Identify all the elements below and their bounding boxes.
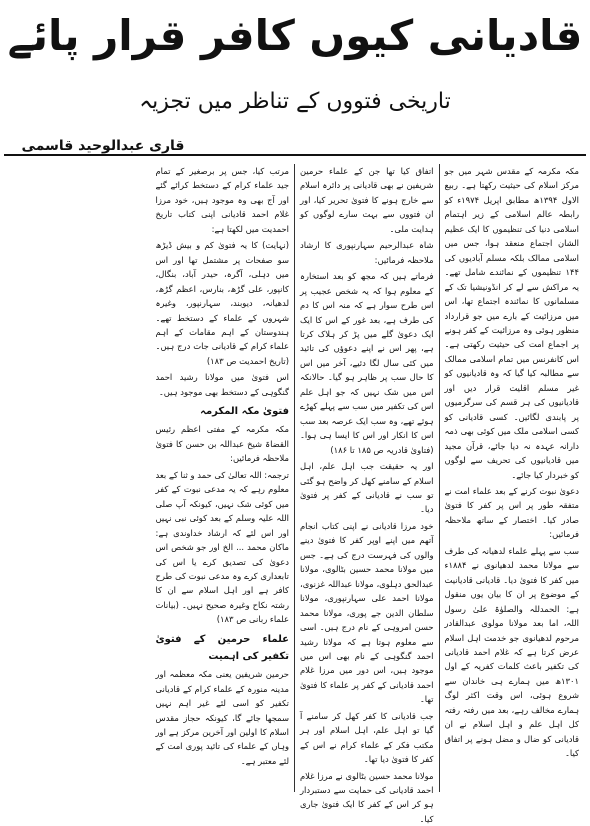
column-2-paragraph: اور یہ حقیقت جب اہل علم، اہل اسلام کے سامنے کھل کر واضح ہو گئی تو سب نے قادیانی کے کفر پر فتویٰ دیا۔ (300, 461, 434, 515)
section-heading-makkah-fatwa: فتویٰ مکہ المکرمہ (200, 406, 289, 418)
column-1 (440, 164, 585, 792)
column-3-paragraph: (نہایت) کا یہ فتویٰ کم و بیش ڈیڑھ سو صفحات پر مشتمل تھا اور اس میں دہلی، آگرہ، حیدر آباد، بنگال، کانپور، علی گڑھ، بنارس، اعظم گڑھ، لدھیانہ، دیوبند، سہارنپور، وغیرہ شہروں کے علماء کے دستخط تھے۔ ہندوستان کے اہم مقامات کے اہم علماء کرام کے قادیانی جات درج ہیں۔ (تاریخ احمدیت ص ۱۸۳) (155, 240, 289, 366)
column-3-paragraph: اس فتویٰ میں مولانا رشید احمد گنگوہی کے دستخط بھی موجود ہیں۔ (155, 372, 289, 397)
column-3-paragraph: حرمین شریفین یعنی مکہ معظمہ اور مدینہ منورہ کے علماء کرام کے قادیانی تکفیر کو اسی لئے غیر اہم نہیں سمجھا جائے گا، کیونکہ حجاز مقدس اسلام کا اولین اور آخرین مرکز ہے اور وہاں کے علماء کی تائید پوری امت کے لئے معتبر ہے۔ (155, 669, 289, 766)
column-3-paragraph: ترجمہ: اللہ تعالیٰ کی حمد و ثنا کے بعد معلوم رہے کہ یہ مدعی نبوت کے کفر میں کوئی شک نہیں، کیونکہ آپ صلی اللہ علیہ وسلم کے بعد کوئی نبی نہیں اور اس لئے کہ ارشاد خداوندی ہے: ماکان محمد ... الخ اور جو شخص اس دعویٰ کی تصدیق کرے یا اس کی تابعداری کرے وہ مدعی نبوت کی طرح کافر ہے اور اہل اسلام سے ان کا رشتہ نکاح وغیرہ صحیح نہیں۔ (بیانات علماء ربانی ص ۱۸۳) (155, 469, 289, 625)
column-2-paragraph: مولانا محمد حسین بٹالوی نے مرزا غلام احمد قادیانی کی حمایت سے دستبردار ہو کر اس کے کفر کا ایک فتویٰ جاری کیا۔ (300, 770, 434, 824)
article-subheadline: تاریخی فتووں کے تناظر میں تجزیہ (139, 89, 451, 114)
column-2-paragraph: خود مرزا قادیانی نے اپنی کتاب انجام آتھم میں اپنے اوپر کفر کا فتویٰ دینے والوں کی فہرست درج کی ہے۔ جس میں مولانا محمد حسین بٹالوی، مولانا عبدالحق دہلوی، مولانا عبداللہ غزنوی، مولانا احمد علی سہارنپوری، مولانا سلطان الدین جے پوری، مولانا محمد حسن امروہی کے نام درج ہیں۔ اسی سے معلوم ہوتا ہے کہ مولانا رشید احمد گنگوہی کے نام بھی اس میں موجود ہیں، اس دور میں مرزا غلام احمد قادیانی کے کفر پر علماء کا فتویٰ تھا۔ (300, 520, 434, 705)
article-headline: قادیانی کیوں کافر قرار پائے (7, 11, 583, 60)
column-2-paragraph: شاہ عبدالرحیم سہارنپوری کا ارشاد ملاحظہ فرمائیں: (300, 240, 434, 265)
column-2-paragraph: فرماتے ہیں کہ مجھ کو بعد استخارہ کے معلوم ہوا کہ یہ شخص عجیب پر اس طرح سوار ہے کہ منہ اس کا دم کی طرف ہے، بعد غور کے اس کا ایک ایک دعویٰ گلے میں پڑ کر ہلاک کرتا ہے، پھر اس نے اپنے دعوؤں کی تائید میں کئی سال لگا دئیے، آخر میں اس کا حال سب پر ظاہر ہو گیا۔ حالانکہ اس میں شک نہیں کہ جو اہل علم اس کی تکفیر میں سب سے پہلے کھڑے ہوئے تھے، وہ سب ایک عرصہ بعد سب اس کا انکار اور اس کا ایسا ہی ہوا۔ (فتاویٰ قادریہ ص ۱۸۵ تا ۱۸۶) (300, 271, 434, 455)
column-1-paragraph: مکہ مکرمہ کے مقدس شہر میں جو مرکز اسلام کی حیثیت رکھتا ہے۔ ربیع الاول ۱۳۹۴ھ مطابق اپریل ۱۹۷۴ء کو رابطہ عالم اسلامی کے زیر اہتمام اسلامی دنیا کی تنظیموں کا ایک عظیم الشان اجتماع منعقد ہوا، جس میں اسلامی ممالک بلکہ مسلم آبادیوں کی ۱۴۴ تنظیموں کے نمائندے شامل تھے۔ یہ مراکش سے لے کر انڈونیشیا تک کے مسلمانوں کا نمائندہ اجتماع تھا، اس میں مرزائیت کے بارے میں جو قرارداد منظور ہوئی وہ مرزائیت کے کفر ہونے پر اجماع امت کی حیثیت رکھتی ہے۔ اس کانفرنس میں تمام اسلامی ممالک سے مطالبہ کیا گیا کہ وہ قادیانیوں کو غیر مسلم اقلیت قرار دیں اور قادیانیوں کی ہر قسم کی سرگرمیوں پر پابندی لگائیں۔ کسی قادیانی کو کسی اسلامی ملک میں کوئی بھی ذمہ دارانہ عہدہ نہ دیا جائے، قرآن مجید میں قادیانیوں کی تحریف سے لوگوں کو خبردار کیا جائے۔ (444, 166, 580, 480)
column-3-paragraph: مکہ مکرمہ کے مفتی اعظم رئیس القضاۃ شیخ عبداللہ بن حسن کا فتویٰ ملاحظہ فرمائیں: (155, 424, 289, 464)
column-2-paragraph: جب قادیانی کا کفر کھل کر سامنے آ گیا تو اہل علم، اہل اسلام اور ہر مکتب فکر کے علماء کرام نے اس کے کفر کا فتویٰ دیا تھا۔ (300, 710, 434, 765)
column-1-paragraph: دعویٰ نبوت کرنے کے بعد علماء امت نے متفقہ طور پر اس پر کفر کا فتویٰ صادر کیا۔ اختصار کے ساتھ ملاحظہ فرمائیں: (444, 485, 579, 540)
column-3-paragraph: مرتب کیا، جس پر برصغیر کے تمام جید علماء کرام کے دستخط کرائے گئے اور آج بھی وہ موجود ہیں، خود مرزا غلام احمد قادیانی اپنی کتاب تاریخ احمدیت میں لکھتا ہے: (155, 166, 289, 234)
column-3 (151, 164, 296, 792)
header-divider (4, 154, 586, 156)
column-2 (295, 164, 440, 824)
author-byline: قاری عبدالوحید قاسمی (21, 138, 185, 154)
column-1-paragraph: سب سے پہلے علماء لدھیانہ کی طرف سے مولانا محمد لدھیانوی نے ۱۸۸۴ء میں کفر کا فتویٰ دیا۔ قادیانی قادیانیت کے موضوع پر ان کا بیان یوں منقول ہے: الحمدللہ والصلوٰۃ علیٰ رسول اللہ، اما بعد مولانا مولوی عبدالقادر مرحوم لدھیانوی جو خدمت اہل اسلام عرض کرتا ہے کہ غلام احمد قادیانی کی تکفیر باعث کلمات کفریہ کے اول ۱۳۰۱ھ میں ہمارے ہی خاندان سے شروع ہوئی، اس وقت اکثر لوگ ہمارے مخالف رہے، بعد میں رفتہ رفتہ کل اہل علم و اہل اسلام نے ان قادیانی کو ضال و مضل ہونے پر اتفاق کیا۔ (444, 545, 579, 759)
section-heading-haramain-importance: علماء حرمین کے فتویٰ تکفیر کی اہمیت (155, 633, 289, 662)
article-columns (6, 164, 584, 824)
column-2-paragraph: اتفاق کیا تھا جن کے علماء حرمین شریفین نے بھی قادیانی پر دائرہ اسلام سے خارج ہونے کا فتویٰ تحریر کیا، اور ان فتووں سے بہت سارے لوگوں کو ہدایت ملی۔ (300, 166, 434, 234)
